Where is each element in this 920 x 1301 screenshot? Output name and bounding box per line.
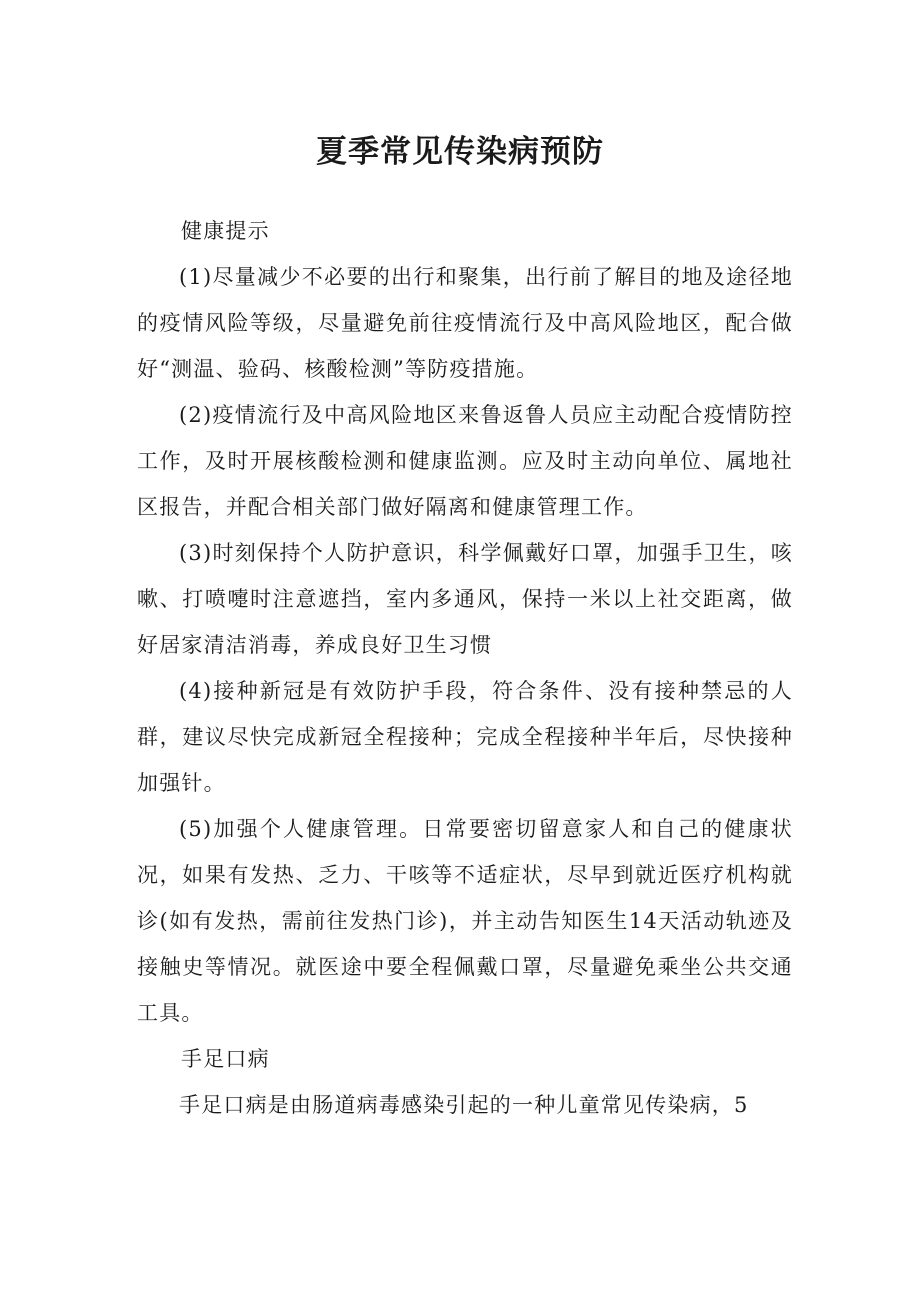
paragraph-hfmd-intro: 手足口病是由肠道病毒感染引起的一种儿童常见传染病，5 <box>179 1093 749 1117</box>
paragraph-tip-3: (3)时刻保持个人防护意识，科学佩戴好口罩，加强手卫生，咳嗽、打喷嚏时注意遮挡，室内多通风，保持一米以上社交距离，做好居家清洁消毒，养成良好卫生习惯 <box>137 541 793 657</box>
section-heading-health-tips: 健康提示 <box>181 219 270 243</box>
paragraph-tip-1: (1)尽量减少不必要的出行和聚集，出行前了解目的地及途径地的疫情风险等级，尽量避免前往疫情流行及中高风险地区，配合做好“测温、验码、核酸检测”等防疫措施。 <box>137 265 793 381</box>
section-heading-hfmd: 手足口病 <box>181 1047 270 1071</box>
paragraph-tip-5: (5)加强个人健康管理。日常要密切留意家人和自己的健康状况，如果有发热、乏力、干咳等不适症状，尽早到就近医疗机构就诊(如有发热，需前往发热门诊)，并主动告知医生14天活动轨迹及接触史等情况。就医途中要全程佩戴口罩，尽量避免乘坐公共交通工具。 <box>137 817 793 1025</box>
document-body <box>137 208 793 1128</box>
document-title: 夏季常见传染病预防 <box>316 134 604 170</box>
paragraph-tip-4: (4)接种新冠是有效防护手段，符合条件、没有接种禁忌的人群，建议尽快完成新冠全程接种；完成全程接种半年后，尽快接种加强针。 <box>137 679 793 795</box>
paragraph-tip-2: (2)疫情流行及中高风险地区来鲁返鲁人员应主动配合疫情防控工作，及时开展核酸检测和健康监测。应及时主动向单位、属地社区报告，并配合相关部门做好隔离和健康管理工作。 <box>137 403 793 519</box>
